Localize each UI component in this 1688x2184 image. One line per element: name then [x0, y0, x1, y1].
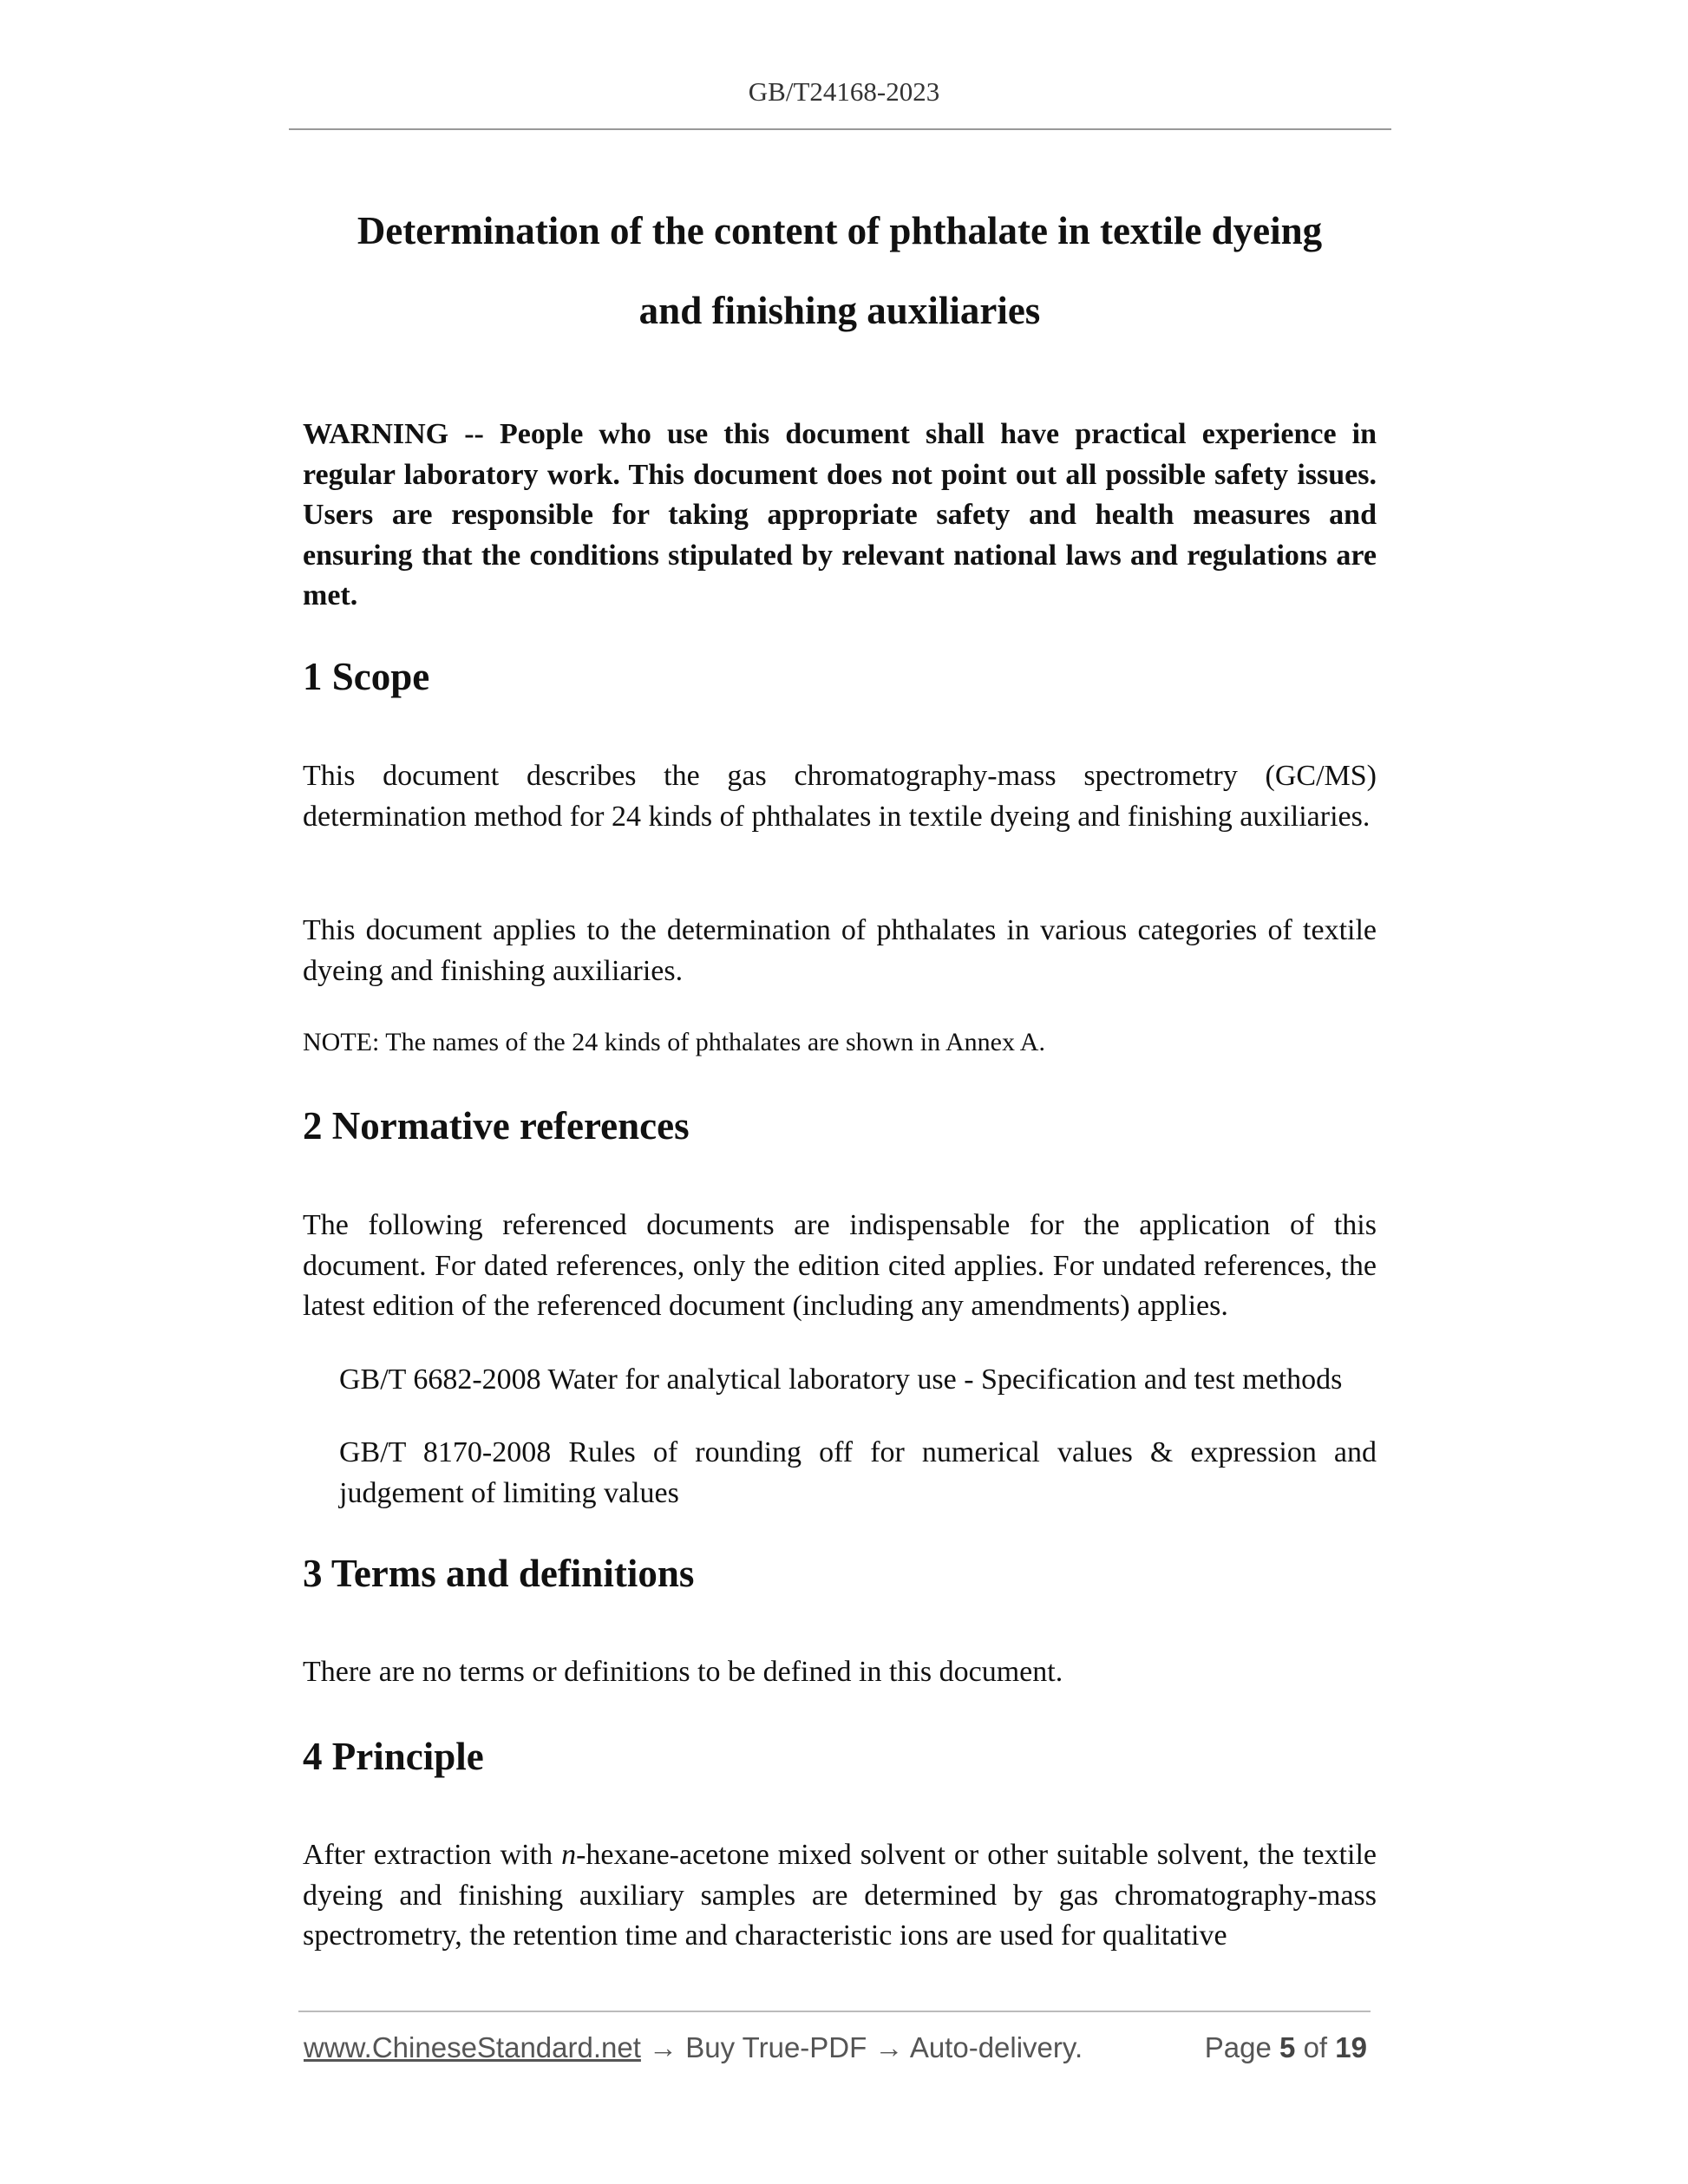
principle-paragraph-1	[303, 1835, 1377, 1957]
header-divider	[289, 128, 1391, 130]
document-title	[281, 191, 1398, 350]
page-current-number: 5	[1279, 2031, 1296, 2063]
normative-paragraph-1: The following referenced documents are indispensable for the application of this document. For dated references, only the edition cited applies. For undated references, the latest edition of the referenced document (including any amendments) applies.	[303, 1209, 1377, 1322]
title-line-1: Determination of the content of phthalate in textile dyeing	[357, 209, 1323, 252]
title-line-2: and finishing auxiliaries	[638, 289, 1041, 332]
section-heading-principle: 4 Principle	[303, 1735, 484, 1778]
document-code-header: GB/T24168-2023	[748, 76, 940, 107]
scope-note: NOTE: The names of the 24 kinds of phthalates are shown in Annex A.	[303, 1028, 1045, 1056]
scope-paragraph-1: This document describes the gas chromatography-mass spectrometry (GC/MS) determination method for 24 kinds of phthalates in textile dyeing and finishing auxiliaries.	[303, 760, 1377, 833]
page-footer	[304, 2031, 1367, 2068]
document-body	[303, 191, 1377, 1952]
normative-reference-item: GB/T 6682-2008 Water for analytical laboratory use - Specification and test methods	[339, 1363, 1343, 1396]
footer-promo	[304, 2031, 1083, 2064]
page-total-number: 19	[1335, 2031, 1367, 2063]
page-label: Page	[1204, 2031, 1272, 2063]
footer-divider	[298, 2011, 1371, 2012]
footer-buy-text: → Buy True-PDF → Auto-delivery.	[640, 2031, 1083, 2063]
section-heading-scope: 1 Scope	[303, 655, 430, 698]
terms-paragraph-1: There are no terms or definitions to be defined in this document.	[303, 1656, 1063, 1688]
section-heading-terms-definitions: 3 Terms and definitions	[303, 1552, 695, 1595]
section-heading-normative-references: 2 Normative references	[303, 1104, 690, 1148]
scope-paragraph-2: This document applies to the determination of phthalates in various categories of textile dyeing and finishing auxiliaries.	[303, 914, 1377, 987]
principle-text-start: After extraction with	[303, 1839, 562, 1871]
normative-reference-item: GB/T 8170-2008 Rules of rounding off for numerical values & expression and judgement of limiting values	[339, 1436, 1377, 1509]
chinesestandard-link[interactable]: www.ChineseStandard.net	[304, 2031, 641, 2063]
principle-text-rest: -hexane-acetone mixed solvent or other suitable solvent, the textile dyeing and finishing auxiliary samples are determined by gas chromatography-mass spectrometry, the retention time and characteristic ions are used for qualitative	[303, 1839, 1377, 1952]
page-of-label: of	[1303, 2031, 1328, 2063]
warning-paragraph: WARNING -- People who use this document shall have practical experience in regular laboratory work. This document does not point out all possible safety issues. Users are responsible for taking appropriate safety and health measures and ensuring that the conditions stipulated by relevant national laws and regulations are met.	[303, 418, 1377, 611]
principle-italic-n: n	[561, 1839, 577, 1871]
page-indicator	[1205, 2031, 1367, 2064]
